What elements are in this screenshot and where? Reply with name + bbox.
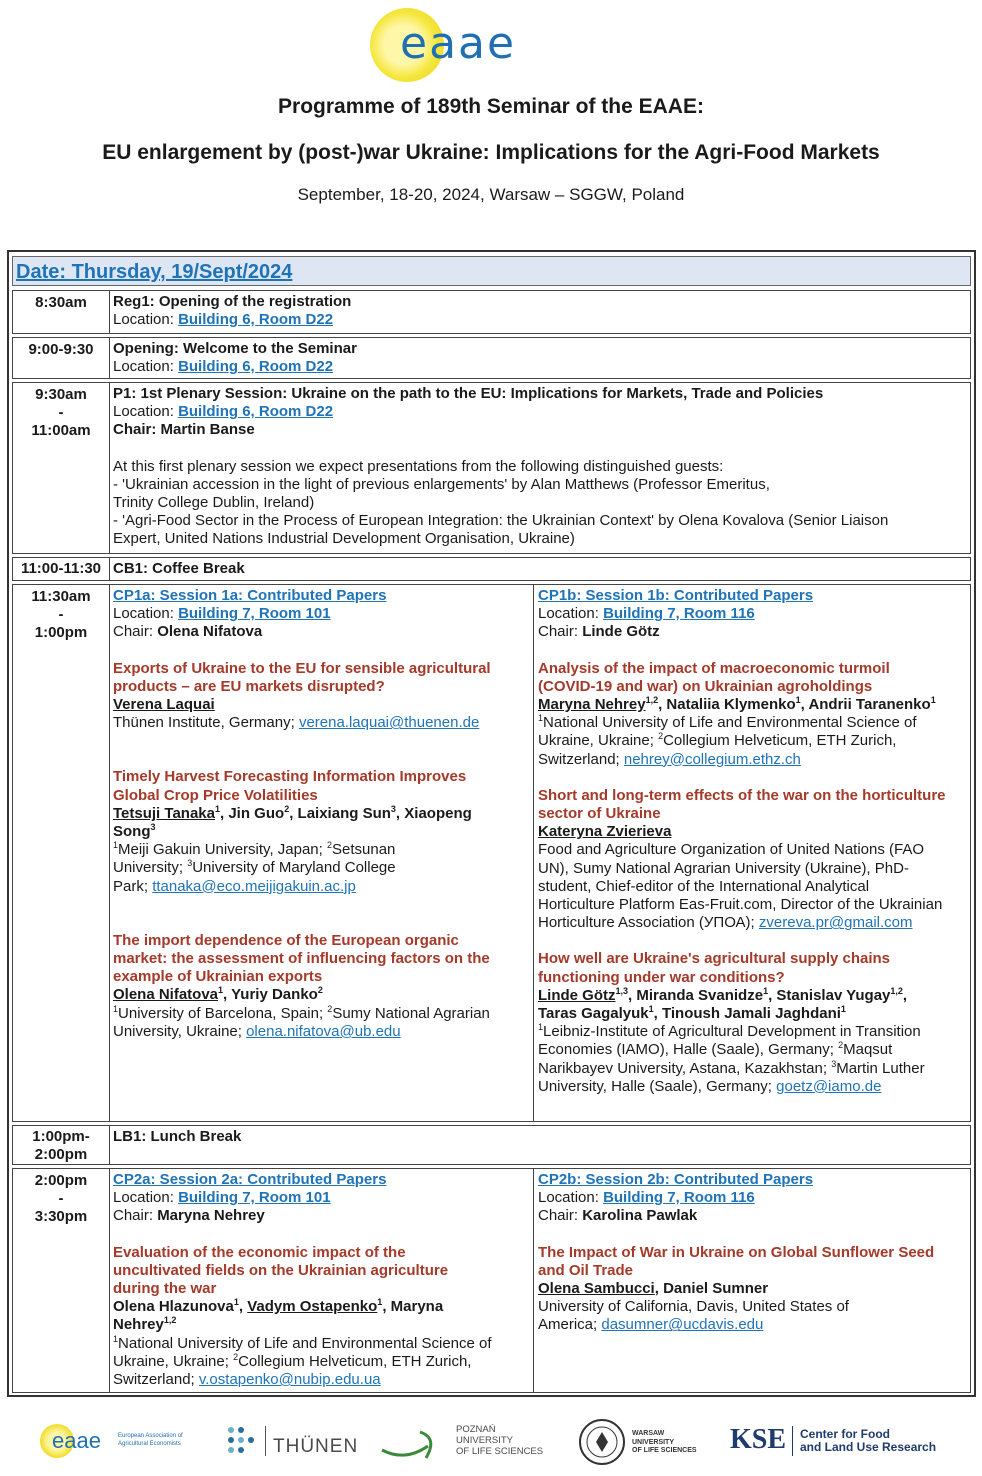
affiliation: Narikbayev University, Astana, Kazakhstan; $^3$Martin Luther	[538, 1058, 925, 1077]
time-cell	[13, 585, 110, 1121]
session-2b	[533, 1169, 969, 1392]
chair-name: Karolina Pawlak	[582, 1207, 698, 1225]
paper-authors: Maryna Nehrey$^{1,2}$, Nataliia Klymenko$^1$, Andrii Taranenko$^1$	[538, 695, 936, 714]
paper-authors-cont: Song$^3$	[113, 822, 156, 841]
row-plenary	[12, 382, 971, 554]
eaae-desc: Agricultural Economists	[118, 1441, 181, 1447]
page-title: Programme of 189th Seminar of the EAAE:	[278, 95, 704, 118]
session-1a	[113, 585, 529, 1121]
affiliation: Economies (IAMO), Halle (Saale), Germany; $^2$Maqsut	[538, 1040, 893, 1059]
email-link[interactable]: verena.laquai@thuenen.de	[298, 714, 480, 732]
time-start: 2:00pm	[34, 1172, 88, 1189]
kse-desc: Center for Food	[800, 1427, 890, 1441]
email-link[interactable]: goetz@iamo.de	[776, 1077, 882, 1095]
paper-title: (COVID-19 and war) on Ukrainian agroholdings	[538, 677, 873, 695]
row-session-2	[12, 1168, 971, 1393]
location-label: Location:	[113, 358, 174, 376]
session-title-link[interactable]: CP1b: Session 1b: Contributed Papers	[538, 587, 814, 604]
email-link[interactable]: nehrey@collegium.ethz.ch	[623, 750, 801, 768]
time-cell	[13, 1126, 110, 1164]
time-end: 11:00am	[31, 422, 91, 439]
programme-table	[7, 250, 976, 1397]
eaae-logo-text: eaae	[400, 18, 517, 69]
paper-title: Evaluation of the economic impact of the	[113, 1243, 406, 1261]
chair-label: Chair:	[113, 1207, 154, 1225]
kse-text: KSE	[730, 1424, 787, 1455]
plenary-text: At this first plenary session we expect presentations from the following distinguished guests:	[113, 457, 724, 475]
session-2a	[113, 1169, 529, 1392]
paper-authors-cont: Nehrey$^{1,2}$	[113, 1315, 177, 1334]
time-separator: -	[58, 404, 64, 421]
paper-title: Global Crop Price Volatilities	[113, 786, 318, 804]
affiliation: Switzerland;	[538, 750, 620, 768]
affiliation: Food and Agriculture Organization of United Nations (FAO	[538, 841, 925, 859]
kse-desc: and Land Use Research	[800, 1440, 937, 1454]
time-cell	[13, 338, 110, 378]
location-label: Location:	[113, 605, 174, 623]
room-link[interactable]: Building 7, Room 101	[178, 1189, 331, 1207]
room-link[interactable]: Building 7, Room 116	[603, 1189, 755, 1207]
room-link[interactable]: Building 6, Room D22	[178, 403, 334, 421]
poznan-text: OF LIFE SCIENCES	[456, 1446, 544, 1457]
affiliation: Ukraine, Ukraine; $^2$Collegium Helveticum, ETH Zurich,	[113, 1351, 472, 1370]
affiliation: $^1$Meiji Gakuin University, Japan; $^2$Setsunan	[113, 840, 396, 859]
paper-title: sector of Ukraine	[538, 805, 661, 823]
paper-title: Short and long-term effects of the war on the horticulture	[538, 786, 946, 804]
room-link[interactable]: Building 6, Room D22	[178, 358, 334, 376]
paper-title: Timely Harvest Forecasting Information Improves	[113, 768, 467, 786]
session-title: Reg1: Opening of the registration	[113, 293, 352, 310]
affiliation: $^1$University of Barcelona, Spain; $^2$Sumy National Agrarian	[113, 1003, 490, 1022]
affiliation: Horticulture Association (УПОА);	[538, 914, 755, 932]
room-link[interactable]: Building 7, Room 116	[603, 605, 755, 623]
email-link[interactable]: olena.nifatova@ub.edu	[246, 1022, 401, 1040]
paper-authors: Olena Sambucci, Daniel Sumner	[538, 1280, 769, 1298]
session-title: LB1: Lunch Break	[113, 1128, 242, 1145]
affiliation: University, Ukraine;	[113, 1022, 242, 1040]
time-cell	[13, 558, 110, 580]
thuenen-logo	[225, 1422, 359, 1466]
row-opening	[12, 337, 971, 379]
content-cell	[113, 383, 970, 553]
affiliation: student, Chief-editor of the International Analytical	[538, 877, 870, 895]
room-link[interactable]: Building 7, Room 101	[178, 605, 331, 623]
paper-title: example of Ukrainian exports	[113, 968, 323, 986]
content-cell	[113, 1126, 970, 1164]
plenary-text: Trinity College Dublin, Ireland)	[113, 494, 315, 512]
chair-label: Chair:	[113, 421, 157, 439]
affiliation: Thünen Institute, Germany;	[113, 714, 295, 732]
chair-label: Chair:	[113, 623, 154, 641]
affiliation: Horticulture Platform Eas-Fruit.com, Director of the Ukrainian	[538, 896, 943, 914]
location-label: Location:	[113, 403, 174, 421]
time-end: 2:00pm	[34, 1146, 88, 1163]
chair-name: Maryna Nehrey	[157, 1207, 265, 1225]
time-end: 3:30pm	[34, 1208, 88, 1225]
affiliation: University of California, Davis, United States of	[538, 1298, 849, 1316]
affiliation: Switzerland;	[113, 1371, 195, 1389]
seal-icon	[578, 1418, 626, 1466]
chair-name: Martin Banse	[160, 421, 255, 439]
poznan-text: POZNAŃ	[456, 1424, 496, 1435]
affiliation: $^1$National University of Life and Environmental Science of	[113, 1333, 492, 1352]
affiliation: $^1$Leibniz-Institute of Agricultural Development in Transition	[538, 1022, 921, 1041]
chair-label: Chair:	[538, 623, 579, 641]
paper-authors-cont: Taras Gagalyuk$^1$, Tinoush Jamali Jaghdani$^1$	[538, 1004, 846, 1023]
kse-logo	[730, 1422, 950, 1466]
paper-title: during the war	[113, 1280, 217, 1298]
warsaw-text: UNIVERSITY	[632, 1438, 675, 1446]
footer-logos	[0, 1410, 982, 1476]
plenary-text: Expert, United Nations Industrial Development Organisation, Ukraine)	[113, 530, 575, 548]
sggw-logo	[578, 1416, 708, 1472]
time-start: 1:00pm-	[32, 1128, 90, 1145]
location-label: Location:	[113, 1189, 174, 1207]
page-subtitle: EU enlargement by (post-)war Ukraine: Implications for the Agri-Food Markets	[102, 141, 880, 164]
date-label: Date: Thursday, 19/Sept/2024	[16, 261, 293, 283]
date-header	[12, 256, 971, 286]
email-link[interactable]: ttanaka@eco.meijigakuin.ac.jp	[152, 877, 356, 895]
content-cell	[113, 558, 970, 580]
location-label: Location:	[538, 1189, 599, 1207]
eaae-desc: European Association of	[118, 1433, 183, 1439]
affiliation: Ukraine, Ukraine; $^2$Collegium Helveticum, ETH Zurich,	[538, 731, 897, 750]
location-label: Location:	[113, 311, 174, 329]
time-label: 8:30am	[35, 294, 87, 311]
plenary-text: - 'Agri-Food Sector in the Process of European Integration: the Ukrainian Context' by Olena Kovalova (Senior Liaison	[113, 512, 889, 530]
eaae-footer-text: eaae	[52, 1428, 101, 1453]
time-cell	[13, 1169, 110, 1392]
session-title-link[interactable]: CP2a: Session 2a: Contributed Papers	[113, 1171, 387, 1188]
room-link[interactable]: Building 6, Room D22	[178, 311, 334, 329]
paper-title: and Oil Trade	[538, 1261, 634, 1279]
thuenen-text: THÜNEN	[273, 1436, 359, 1457]
paper-title: The Impact of War in Ukraine on Global Sunflower Seed	[538, 1243, 935, 1261]
paper-title: How well are Ukraine's agricultural supply chains	[538, 950, 891, 968]
paper-title: The import dependence of the European organic	[113, 931, 459, 949]
session-title-link[interactable]: CP2b: Session 2b: Contributed Papers	[538, 1171, 814, 1188]
chair-label: Chair:	[538, 1207, 579, 1225]
time-label: 11:00-11:30	[20, 560, 102, 577]
paper-title: products – are EU markets disrupted?	[113, 677, 385, 695]
location-label: Location:	[538, 605, 599, 623]
session-title-link[interactable]: CP1a: Session 1a: Contributed Papers	[113, 587, 387, 604]
time-cell	[13, 383, 110, 553]
row-coffee-break	[12, 557, 971, 581]
affiliation: America;	[538, 1316, 598, 1334]
paper-title: Exports of Ukraine to the EU for sensible agricultural	[113, 659, 491, 677]
row-registration	[12, 290, 971, 334]
paper-title: market: the assessment of influencing factors on the	[113, 950, 490, 968]
affiliation: Park;	[113, 877, 149, 895]
paper-author: Kateryna Zvierieva	[538, 823, 672, 841]
paper-author: Verena Laquai	[113, 696, 215, 714]
plenary-text: - 'Ukrainian accession in the light of previous enlargements' by Alan Matthews (Professor Emeritus,	[113, 475, 770, 493]
session-title: P1: 1st Plenary Session: Ukraine on the path to the EU: Implications for Markets, Trade and Policies	[113, 385, 824, 402]
eaae-footer-logo	[40, 1424, 200, 1464]
warsaw-text: WARSAW	[632, 1430, 665, 1437]
email-link[interactable]: v.ostapenko@nubip.edu.ua	[198, 1371, 381, 1389]
affiliation: University; $^3$University of Maryland College	[113, 858, 396, 877]
time-start: 9:30am	[35, 386, 87, 403]
chair-name: Linde Götz	[582, 623, 660, 641]
paper-authors: Olena Nifatova$^1$, Yuriy Danko$^2$	[113, 985, 323, 1004]
warsaw-text: OF LIFE SCIENCES	[632, 1447, 697, 1454]
email-link[interactable]: dasumner@ucdavis.edu	[601, 1316, 764, 1334]
row-lunch-break	[12, 1125, 971, 1165]
paper-authors: Tetsuji Tanaka$^1$, Jin Guo$^2$, Laixiang Sun$^3$, Xiaopeng	[113, 803, 472, 822]
affiliation: $^1$National University of Life and Environmental Science of	[538, 713, 917, 732]
content-cell	[113, 291, 970, 333]
paper-authors: Linde Götz$^{1,3}$, Miranda Svanidze$^1$, Stanislav Yugay$^{1,2}$,	[538, 985, 908, 1004]
email-link[interactable]: zvereva.pr@gmail.com	[758, 914, 913, 932]
affiliation: UN), Sumy National Agrarian University (Ukraine), PhD-	[538, 859, 909, 877]
paper-authors: Olena Hlazunova$^1$, Vadym Ostapenko$^1$, Maryna	[113, 1297, 444, 1316]
dots-icon	[225, 1424, 261, 1460]
time-label: 9:00-9:30	[28, 341, 94, 358]
time-end: 1:00pm	[34, 624, 88, 641]
chair-name: Olena Nifatova	[157, 623, 263, 641]
content-cell	[113, 338, 970, 378]
event-dates: September, 18-20, 2024, Warsaw – SGGW, Poland	[297, 185, 685, 204]
time-start: 11:30am	[31, 588, 91, 605]
paper-title: Analysis of the impact of macroeconomic turmoil	[538, 659, 890, 677]
time-separator: -	[58, 1190, 64, 1207]
session-title: CB1: Coffee Break	[113, 560, 245, 577]
leaf-icon	[380, 1428, 450, 1462]
paper-title: functioning under war conditions?	[538, 968, 785, 986]
session-title: Opening: Welcome to the Seminar	[113, 340, 357, 357]
poznan-logo	[380, 1420, 555, 1470]
time-cell	[13, 291, 110, 333]
poznan-text: UNIVERSITY	[456, 1435, 514, 1446]
session-1b	[533, 585, 969, 1121]
affiliation: University, Halle (Saale), Germany;	[538, 1077, 772, 1095]
time-separator: -	[58, 606, 64, 623]
eaae-logo	[370, 8, 520, 80]
row-session-1	[12, 584, 971, 1122]
paper-title: uncultivated fields on the Ukrainian agriculture	[113, 1261, 449, 1279]
